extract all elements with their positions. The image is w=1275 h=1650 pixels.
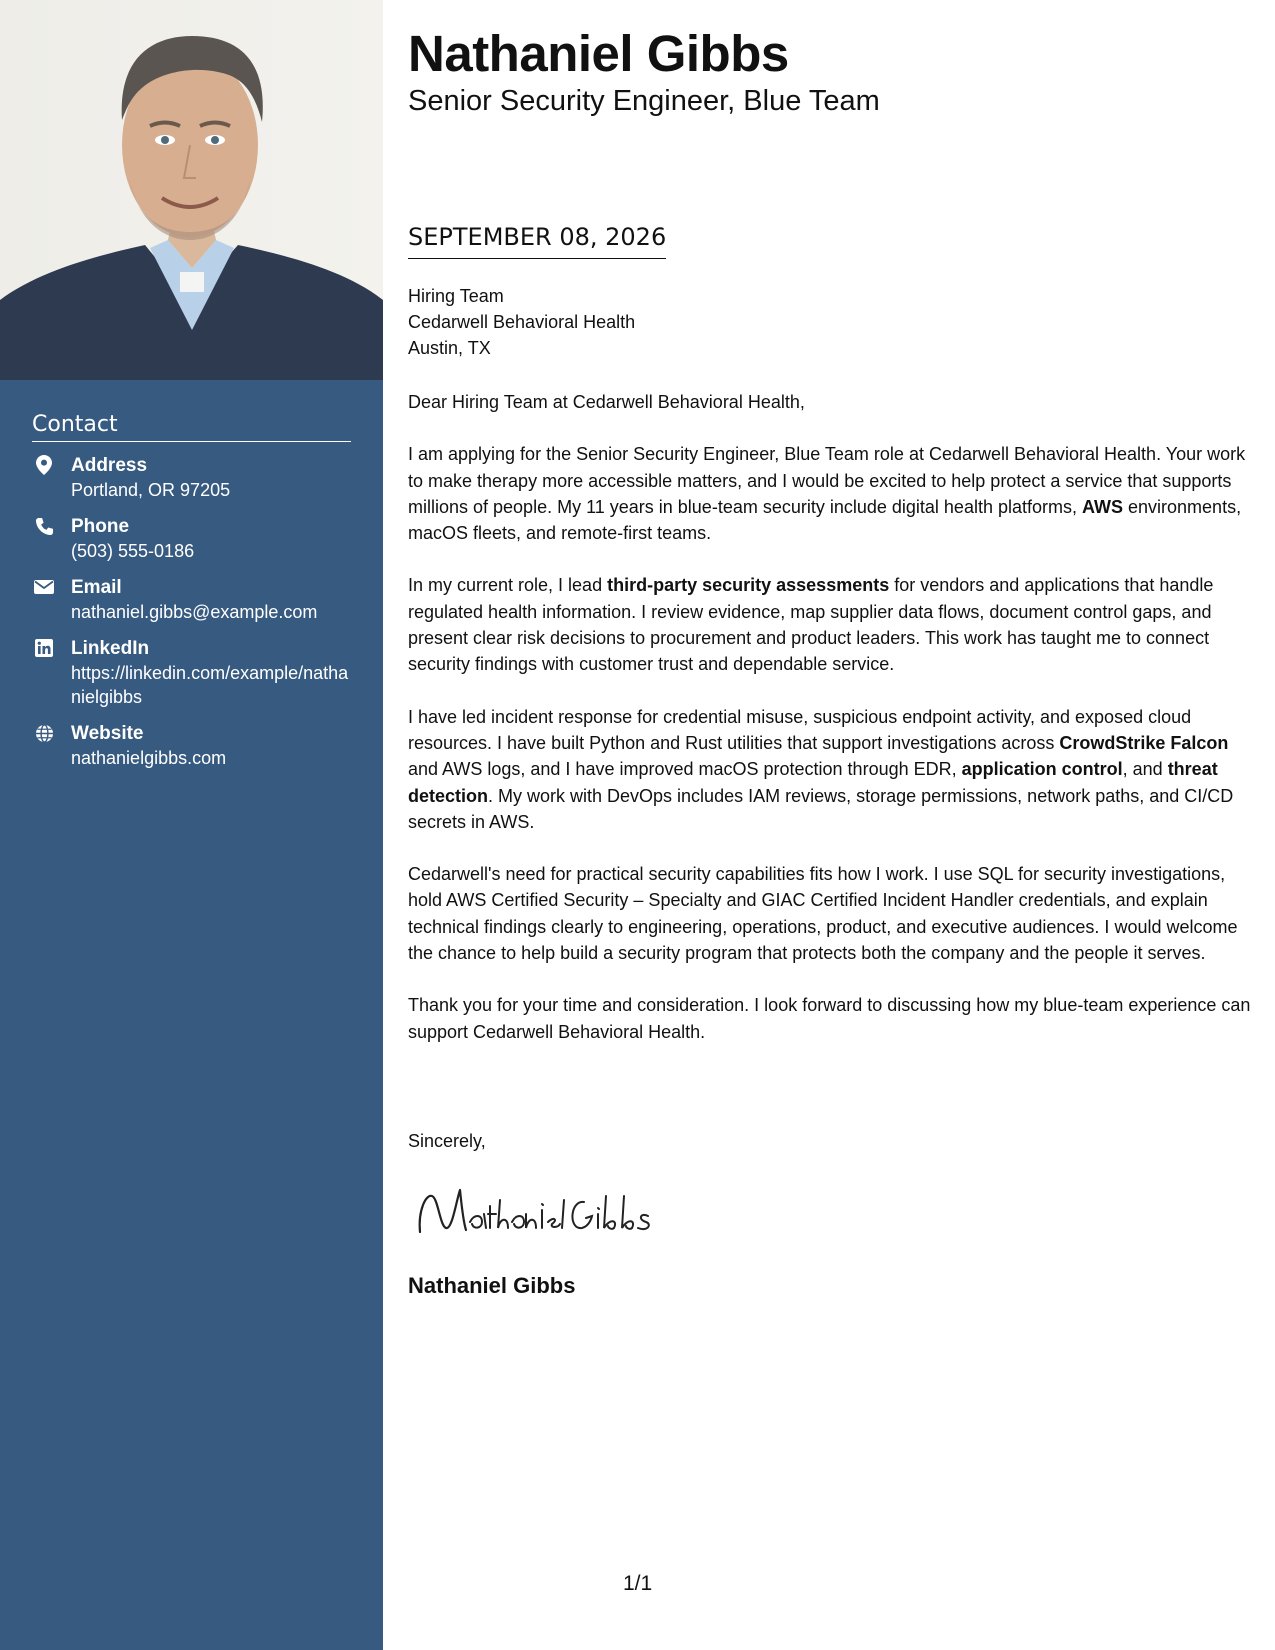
contact-email xyxy=(32,576,351,624)
salutation: Dear Hiring Team at Cedarwell Behavioral Health, xyxy=(408,392,805,412)
contact-phone xyxy=(32,515,351,563)
contact-label: Website xyxy=(71,723,144,744)
paragraph: In my current role, I lead third-party security assessments for vendors and applications that handle regulated health information. I review evidence, map supplier data flows, document control gaps, and present clear risk decisions to procurement and product leaders. This work has taught me to connect security findings with customer trust and dependable service. xyxy=(408,575,1214,675)
contact-label: LinkedIn xyxy=(71,638,150,659)
applicant-role: Senior Security Engineer, Blue Team xyxy=(408,85,880,117)
recipient-line: Austin, TX xyxy=(408,338,491,358)
linkedin-link[interactable]: https://linkedin.com/example/nathanielgibbs xyxy=(71,663,349,707)
contact-title: Contact xyxy=(32,412,351,442)
map-pin-icon xyxy=(34,455,54,475)
profile-photo xyxy=(0,0,383,380)
address-value: Portland, OR 97205 xyxy=(71,480,231,500)
phone-icon xyxy=(34,516,54,536)
contact-label: Email xyxy=(71,577,122,598)
letter-date: SEPTEMBER 08, 2026 xyxy=(408,222,666,259)
sidebar xyxy=(0,0,383,1650)
letter-body xyxy=(408,389,1253,1071)
contact-address xyxy=(32,454,351,502)
recipient-line: Cedarwell Behavioral Health xyxy=(408,312,636,332)
website-link[interactable]: nathanielgibbs.com xyxy=(71,748,227,768)
globe-icon xyxy=(34,723,54,743)
envelope-icon xyxy=(34,577,54,597)
recipient-block xyxy=(408,283,635,361)
contact-label: Address xyxy=(71,455,148,476)
page-number: 1/1 xyxy=(623,1572,653,1595)
recipient-line: Hiring Team xyxy=(408,286,504,306)
paragraph: I am applying for the Senior Security Engineer, Blue Team role at Cedarwell Behavioral Health. Your work to make therapy more accessible matters, and I would be excited to help protect a service that supports millions of people. My 11 years in blue-team security include digital health platforms, AWS environments, macOS fleets, and remote-first teams. xyxy=(408,444,1246,544)
linkedin-icon xyxy=(34,638,54,658)
email-link[interactable]: nathaniel.gibbs@example.com xyxy=(71,602,318,622)
signed-name: Nathaniel Gibbs xyxy=(408,1273,576,1298)
contact-website xyxy=(32,722,351,770)
paragraph: Thank you for your time and consideration. I look forward to discussing how my blue-team experience can support Cedarwell Behavioral Health. xyxy=(408,995,1251,1042)
applicant-name: Nathaniel Gibbs xyxy=(408,25,789,82)
closing: Sincerely, xyxy=(408,1131,486,1151)
contact-section xyxy=(32,412,351,783)
contact-label: Phone xyxy=(71,516,130,537)
handwritten-signature xyxy=(412,1180,672,1255)
contact-linkedin xyxy=(32,637,351,709)
paragraph: I have led incident response for credential misuse, suspicious endpoint activity, and exposed cloud resources. I have built Python and Rust utilities that support investigations across CrowdStrike Falcon and AWS logs, and I have improved macOS protection through EDR, application control, and threat detection. My work with DevOps includes IAM reviews, storage permissions, network paths, and CI/CD secrets in AWS. xyxy=(408,706,1234,832)
phone-value: (503) 555-0186 xyxy=(71,541,195,561)
paragraph: Cedarwell's need for practical security capabilities fits how I work. I use SQL for security investigations, hold AWS Certified Security – Specialty and GIAC Certified Incident Handler credentials, and explain technical findings clearly to engineering, operations, product, and executive audiences. I would welcome the chance to help build a security program that protects both the company and the people it serves. xyxy=(408,864,1238,964)
